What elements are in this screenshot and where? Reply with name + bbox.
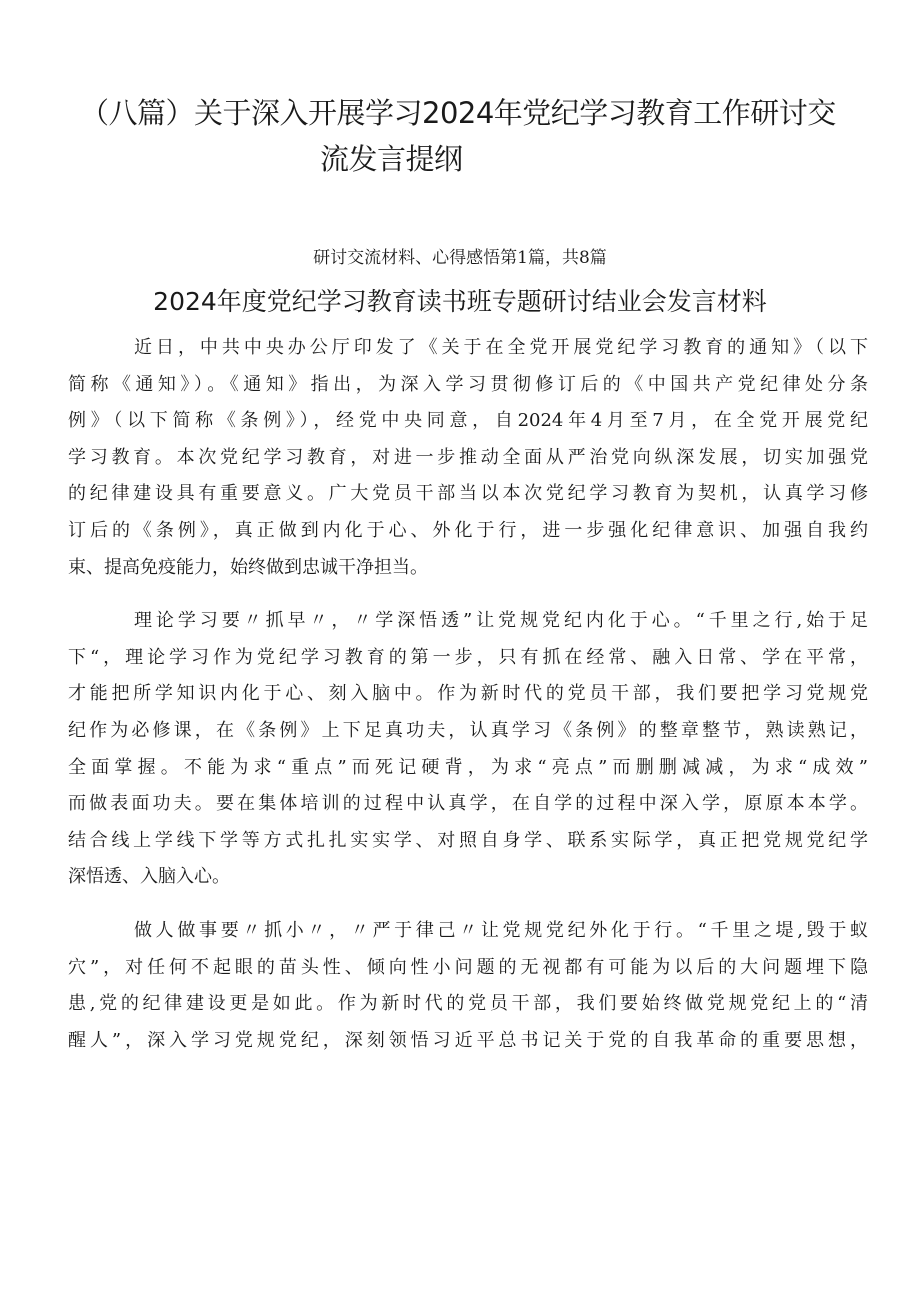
text-line: 做人做事要〃抓小〃，〃严于律己〃让党规党纪外化于行。“千里之堤,毁于蚁 [134,919,868,941]
text-line: 深悟透、入脑入心。 [68,866,230,888]
text-line: 订后的《条例》，真正做到内化于心、外化于行，进一步强化纪律意识、加强自我约 [68,519,868,541]
text-line: 患,党的纪律建设更是如此。作为新时代的党员干部，我们要始终做党规党纪上的“清 [68,993,868,1015]
text-line: 穴”，对任何不起眼的苗头性、倾向性小问题的无视都有可能为以后的大问题埋下隐 [68,956,868,978]
text-line: 结合线上学线下学等方式扎扎实实学、对照自身学、联系实际学，真正把党规党纪学 [68,829,868,851]
text-line: 学习教育。本次党纪学习教育，对进一步推动全面从严治党向纵深发展，切实加强党 [68,446,868,468]
paragraph-3 [68,913,868,1059]
text-line: 全面掌握。不能为求“重点”而死记硬背，为求“亮点”而删删减减，为求“成效” [68,756,868,778]
paragraph-2 [68,603,868,896]
text-line: 的纪律建设具有重要意义。广大党员干部当以本次党纪学习教育为契机，认真学习修 [68,483,868,505]
text-line: 下“，理论学习作为党纪学习教育的第一步，只有抓在经常、融入日常、学在平常， [68,646,868,668]
article-title: 2024年度党纪学习教育读书班专题研讨结业会发言材料 [153,287,767,316]
text-line: 才能把所学知识内化于心、刻入脑中。作为新时代的党员干部，我们要把学习党规党 [68,683,868,705]
text-line: 近日，中共中央办公厅印发了《关于在全党开展党纪学习教育的通知》（以下 [134,337,868,358]
article-meta-line: 研讨交流材料、心得感悟第1篇，共8篇 [313,248,607,268]
main-title-line-2: 流发言提纲 [320,142,463,176]
text-line: 束、提高免疫能力，始终做到忠诚干净担当。 [68,556,428,578]
text-line: 纪作为必修课，在《条例》上下足真功夫，认真学习《条例》的整章整节，熟读熟记， [68,719,868,741]
text-line: 理论学习要〃抓早〃，〃学深悟透”让党规党纪内化于心。“千里之行,始于足 [134,610,868,632]
text-line: 醒人”，深入学习党规党纪，深刻领悟习近平总书记关于党的自我革命的重要思想， [68,1029,868,1051]
text-line: 而做表面功夫。要在集体培训的过程中认真学，在自学的过程中深入学，原原本本学。 [68,793,868,815]
text-line: 简称《通知》）。《通知》指出，为深入学习贯彻修订后的《中国共产党纪律处分条 [68,373,868,395]
text-line: 例》（以下简称《条例》），经党中央同意，自2024年4月至7月，在全党开展党纪 [68,410,868,432]
document-main-title [80,90,870,182]
article-body [68,330,868,1076]
paragraph-1 [68,330,868,586]
main-title-line-1: （八篇）关于深入开展学习2024年党纪学习教育工作研讨交 [80,96,836,130]
